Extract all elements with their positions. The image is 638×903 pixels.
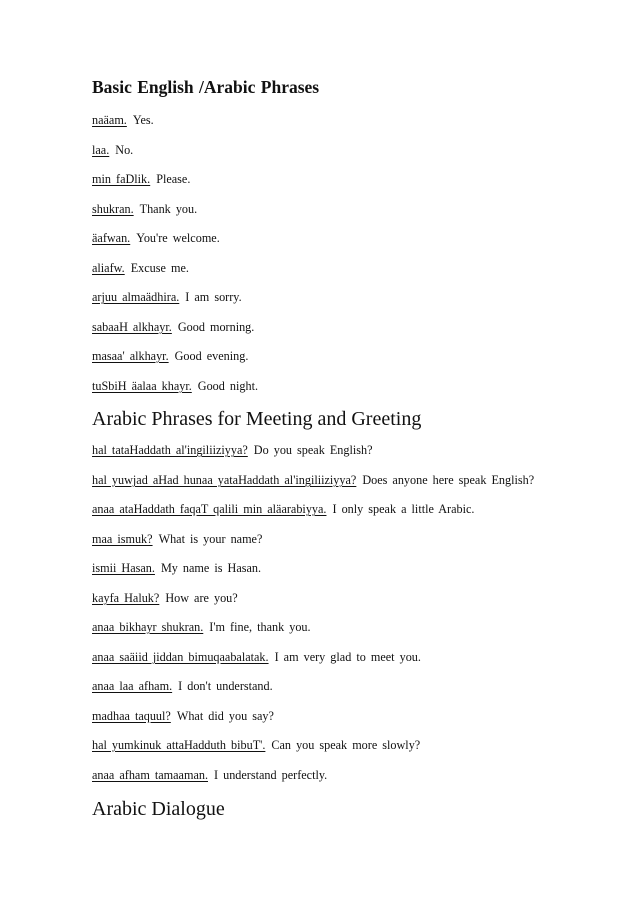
arabic-transliteration: anaa ataHaddath faqaT qalili min aläarabiyya.: [92, 502, 327, 516]
phrase-line: [92, 620, 311, 635]
phrase-line: [92, 768, 327, 783]
arabic-transliteration: äafwan.: [92, 231, 131, 245]
english-translation: I am very glad to meet you.: [274, 650, 421, 664]
phrase-line: [92, 143, 133, 158]
arabic-transliteration: masaa' alkhayr.: [92, 349, 169, 363]
english-translation: Excuse me.: [130, 261, 189, 275]
english-translation: Good night.: [197, 379, 259, 393]
arabic-transliteration: ismii Hasan.: [92, 561, 155, 575]
phrase-line: [92, 443, 373, 458]
arabic-transliteration: anaa laa afham.: [92, 679, 173, 693]
english-translation: Thank you.: [139, 202, 198, 216]
english-translation: I don't understand.: [178, 679, 273, 693]
english-translation: No.: [115, 143, 134, 157]
english-translation: What is your name?: [158, 532, 263, 546]
arabic-transliteration: naäam.: [92, 113, 127, 127]
english-translation: Can you speak more slowly?: [271, 738, 421, 752]
phrase-line: [92, 679, 273, 694]
english-translation: You're welcome.: [136, 231, 220, 245]
phrase-line: [92, 561, 261, 576]
english-translation: Yes.: [132, 113, 154, 127]
phrase-line: [92, 473, 534, 488]
arabic-transliteration: aliafw.: [92, 261, 125, 275]
section-heading: Arabic Dialogue: [92, 798, 225, 820]
phrase-line: [92, 738, 420, 753]
arabic-transliteration: hal tataHaddath al'ingiliiziyya?: [92, 443, 248, 457]
phrase-line: [92, 532, 262, 547]
arabic-transliteration: maa ismuk?: [92, 532, 153, 546]
phrase-line: [92, 231, 220, 246]
arabic-transliteration: madhaa taquul?: [92, 709, 171, 723]
english-translation: I understand perfectly.: [214, 768, 328, 782]
arabic-transliteration: anaa bikhayr shukran.: [92, 620, 204, 634]
phrase-line: [92, 261, 189, 276]
arabic-transliteration: hal yumkinuk attaHadduth bibuT'.: [92, 738, 266, 752]
english-translation: Good morning.: [177, 320, 255, 334]
phrase-line: [92, 290, 242, 305]
document-page: [92, 0, 612, 903]
english-translation: Please.: [156, 172, 191, 186]
arabic-transliteration: tuSbiH äalaa khayr.: [92, 379, 192, 393]
arabic-transliteration: arjuu almaädhira.: [92, 290, 180, 304]
arabic-transliteration: anaa afham tamaaman.: [92, 768, 208, 782]
arabic-transliteration: anaa saäiid jiddan bimuqaabalatak.: [92, 650, 269, 664]
phrase-line: [92, 591, 238, 606]
phrase-line: [92, 650, 421, 665]
english-translation: What did you say?: [176, 709, 274, 723]
english-translation: My name is Hasan.: [160, 561, 262, 575]
page-title: Basic English /Arabic Phrases: [92, 77, 320, 97]
section-heading: Arabic Phrases for Meeting and Greeting: [92, 408, 422, 430]
phrase-line: [92, 502, 474, 517]
phrase-line: [92, 320, 254, 335]
arabic-transliteration: hal yuwjad aHad hunaa yataHaddath al'ingiliiziyya?: [92, 473, 357, 487]
arabic-transliteration: laa.: [92, 143, 110, 157]
english-translation: Do you speak English?: [253, 443, 373, 457]
arabic-transliteration: kayfa Haluk?: [92, 591, 160, 605]
arabic-transliteration: sabaaH alkhayr.: [92, 320, 172, 334]
arabic-transliteration: min faDlik.: [92, 172, 151, 186]
phrase-line: [92, 202, 197, 217]
english-translation: How are you?: [165, 591, 238, 605]
english-translation: Does anyone here speak English?: [362, 473, 535, 487]
arabic-transliteration: shukran.: [92, 202, 134, 216]
phrase-line: [92, 113, 154, 128]
phrase-line: [92, 349, 248, 364]
english-translation: I'm fine, thank you.: [209, 620, 311, 634]
phrase-line: [92, 379, 258, 394]
phrase-line: [92, 172, 190, 187]
english-translation: I am sorry.: [185, 290, 242, 304]
english-translation: I only speak a little Arabic.: [332, 502, 475, 516]
phrase-line: [92, 709, 274, 724]
english-translation: Good evening.: [174, 349, 249, 363]
